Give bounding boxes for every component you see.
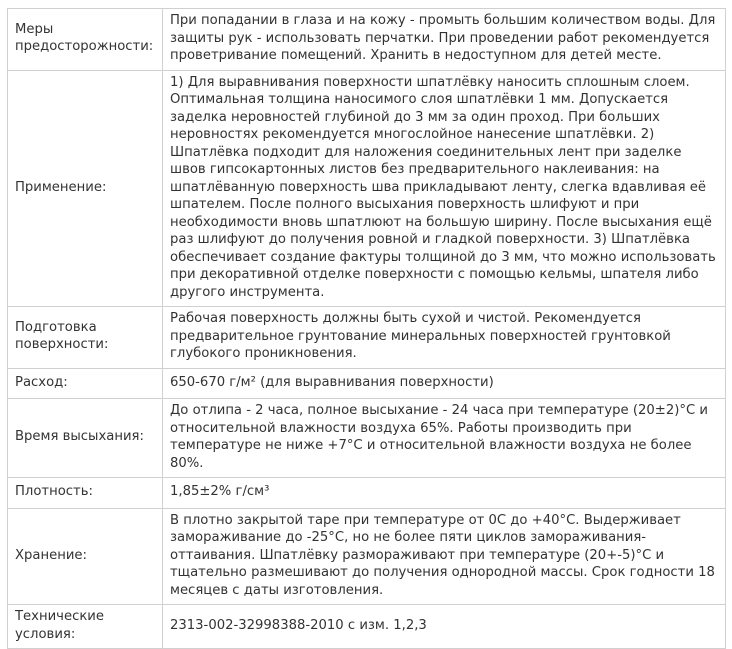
- row-label-application: Применение:: [8, 70, 163, 307]
- table-row: [8, 70, 726, 307]
- table-row: [8, 478, 726, 509]
- table-row: [8, 368, 726, 399]
- row-value-precautions: При попадании в глаза и на кожу - промыть большим количеством воды. Для защиты рук - использовать перчатки. При проведении работ рекомендуется проветривание помещений. Хранить в недоступном для детей месте.: [163, 9, 726, 71]
- table-row: [8, 307, 726, 369]
- row-value-surface-preparation: Рабочая поверхность должны быть сухой и чистой. Рекомендуется предварительное грунтование минеральных поверхностей грунтовкой глубокого проникновения.: [163, 307, 726, 369]
- row-value-storage: В плотно закрытой таре при температуре от 0С до +40°С. Выдерживает замораживание до -25°С, но не более пяти циклов замораживания-оттаивания. Шпатлёвку размораживают при температуре (20+-5)°С и тщательно размешивают до получения однородной массы. Срок годности 18 месяцев с даты изготовления.: [163, 508, 726, 605]
- table-row: [8, 399, 726, 478]
- row-value-technical-conditions: 2313-002-32998388-2010 с изм. 1,2,3: [163, 605, 726, 649]
- row-label-surface-preparation: Подготовка поверхности:: [8, 307, 163, 369]
- row-label-precautions: Меры предосторожности:: [8, 9, 163, 71]
- row-label-density: Плотность:: [8, 478, 163, 509]
- table-row: [8, 508, 726, 605]
- row-label-storage: Хранение:: [8, 508, 163, 605]
- row-value-drying-time: До отлипа - 2 часа, полное высыхание - 24 часа при температуре (20±2)°С и относительной влажности воздуха 65%. Работы производить при температуре не ниже +7°С и относительной влажности воздуха не более 80%.: [163, 399, 726, 478]
- row-label-technical-conditions: Технические условия:: [8, 605, 163, 649]
- row-value-consumption: 650-670 г/м² (для выравнивания поверхности): [163, 368, 726, 399]
- row-value-application: 1) Для выравнивания поверхности шпатлёвку наносить сплошным слоем. Оптимальная толщина наносимого слоя шпатлёвки 1 мм. Допускается заделка неровностей глубиной до 3 мм за один проход. При больших неровностях рекомендуется многослойное нанесение шпатлёвки. 2) Шпатлёвка подходит для наложения соединительных лент при заделке швов гипсокартонных листов без предварительного наклеивания: на шпатлёванную поверхность шва прикладывают ленту, слегка вдавливая её шпателем. После полного высыхания поверхность шлифуют и при необходимости вновь шпатлюют на большую ширину. После высыхания ещё раз шлифуют до получения ровной и гладкой поверхности. 3) Шпатлёвка обеспечивает создание фактуры толщиной до 3 мм, что можно использовать при декоративной отделке поверхности с помощью кельмы, шпателя либо другого инструмента.: [163, 70, 726, 307]
- row-label-drying-time: Время высыхания:: [8, 399, 163, 478]
- table-row: [8, 605, 726, 649]
- row-value-density: 1,85±2% г/см³: [163, 478, 726, 509]
- specifications-table: [7, 8, 726, 649]
- table-row: [8, 9, 726, 71]
- row-label-consumption: Расход:: [8, 368, 163, 399]
